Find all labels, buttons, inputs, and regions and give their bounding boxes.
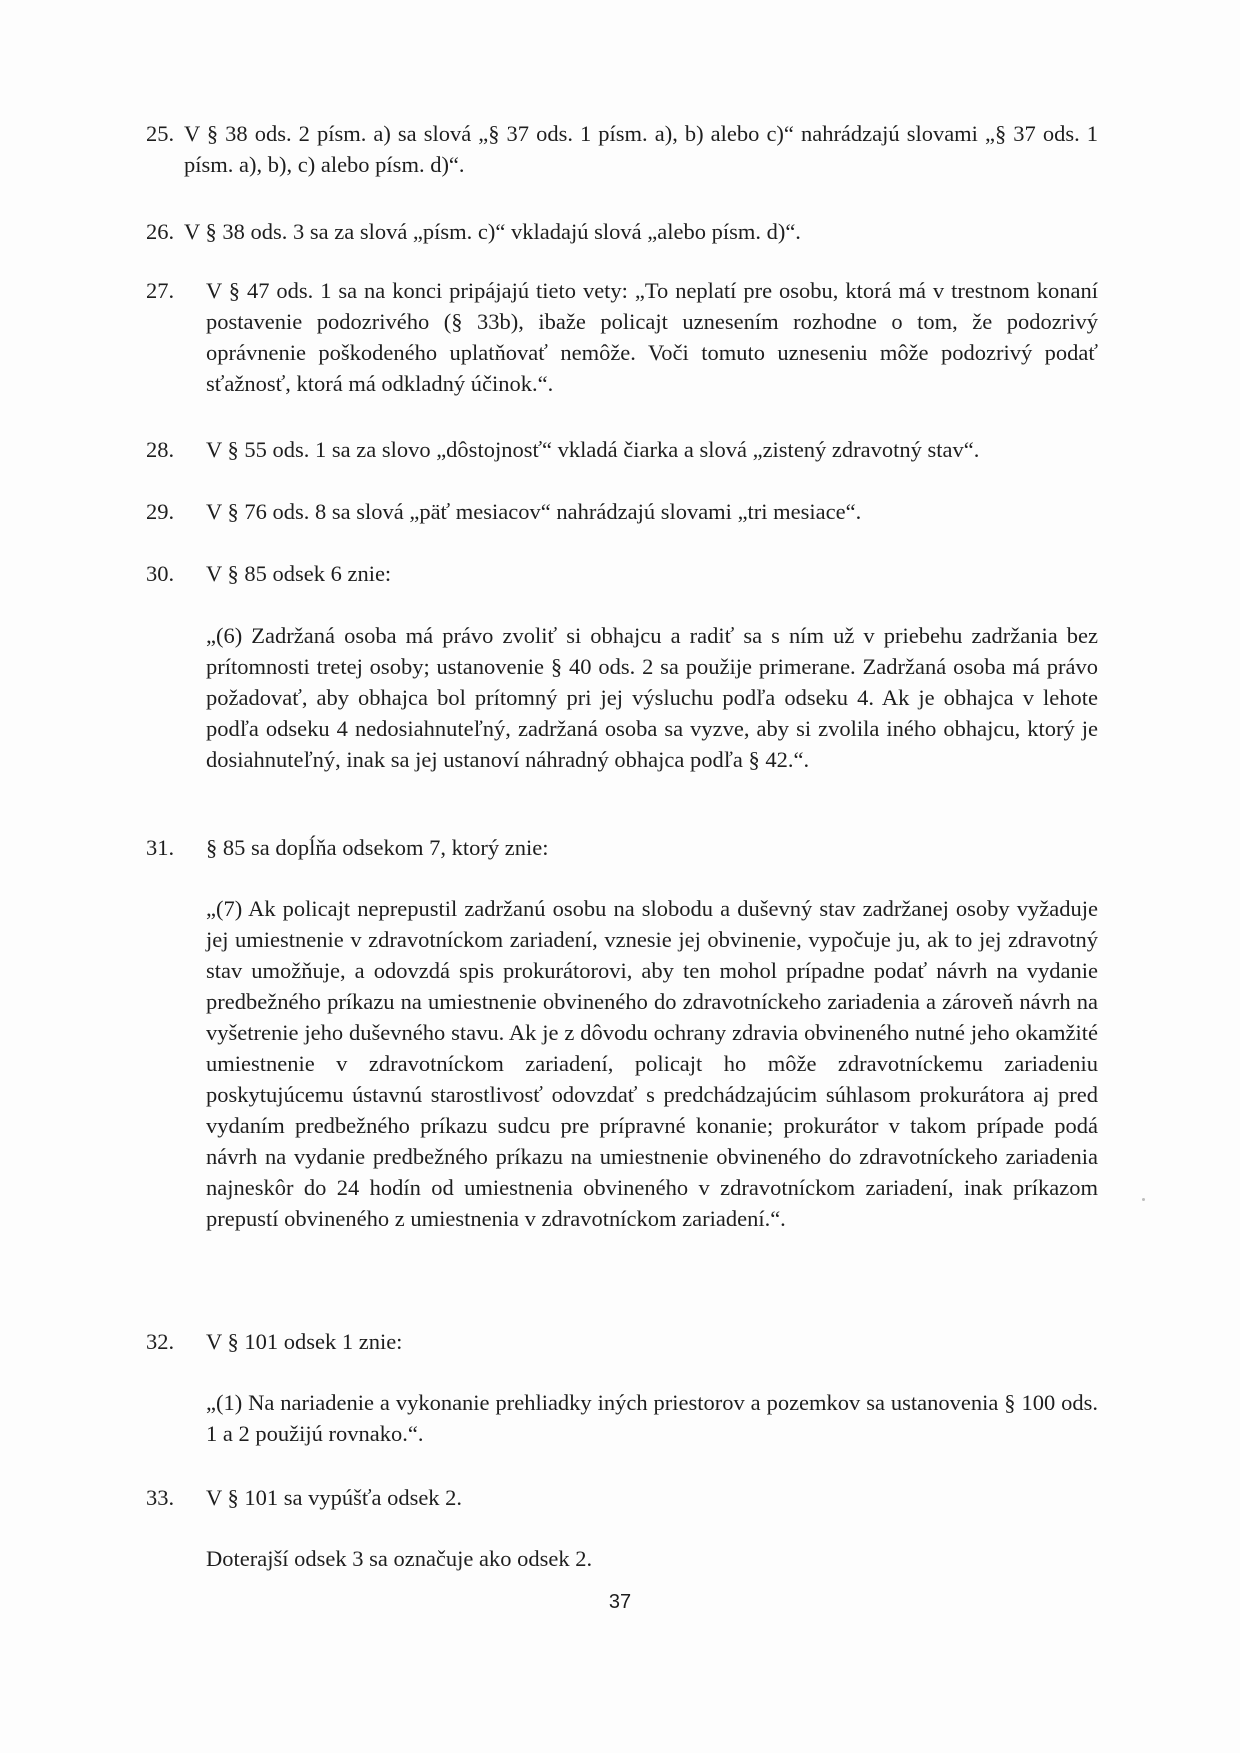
item-number: 32. (146, 1329, 175, 1354)
item-number: 30. (146, 561, 175, 586)
amendment-item-27 (146, 275, 1098, 399)
item-text: § 85 sa dopĺňa odsekom 7, ktorý znie: (206, 835, 549, 860)
amendment-item-31 (146, 832, 1098, 863)
item-number: 25. (146, 121, 175, 146)
amendment-item-28 (146, 434, 1098, 465)
item-text: V § 76 ods. 8 sa slová „päť mesiacov“ nahrádzajú slovami „tri mesiace“. (206, 499, 862, 524)
page-number: 37 (608, 1591, 632, 1613)
item-text: V § 47 ods. 1 sa na konci pripájajú tieto vety: „To neplatí pre osobu, ktorá má v trestnom konaní postavenie podozrivého (§ 33b), ibaže policajt uznesením rozhodne o tom, že podozrivý oprávnenie poškodeného uplatňovať nemôže. Voči tomuto uzneseniu môže podozrivý podať sťažnosť, ktorá má odkladný účinok.“. (206, 278, 1098, 396)
amendment-item-25 (146, 118, 1098, 180)
item-number: 31. (146, 835, 175, 860)
item-text: V § 38 ods. 2 písm. a) sa slová „§ 37 ods. 1 písm. a), b) alebo c)“ nahrádzajú slovami „§ 37 ods. 1 písm. a), b), c) alebo písm. d)“. (184, 121, 1098, 177)
item-number: 29. (146, 499, 175, 524)
quoted-provision-6: „(6) Zadržaná osoba má právo zvoliť si obhajcu a radiť sa s ním už v priebehu zadržania bez prítomnosti tretej osoby; ustanovenie § 40 ods. 2 sa použije primerane. Zadržaná osoba má právo požadovať, aby obhajca bol prítomný pri jej výsluchu podľa odseku 4. Ak je obhajca v lehote podľa odseku 4 nedosiahnuteľný, zadržaná osoba sa vyzve, aby si zvolila iného obhajcu, ktorý je dosiahnuteľný, inak sa jej ustanoví náhradný obhajca podľa § 42.“. (206, 623, 1098, 772)
renumbering-note: Doterajší odsek 3 sa označuje ako odsek 2. (206, 1546, 593, 1571)
item-text: V § 101 odsek 1 znie: (206, 1329, 403, 1354)
item-number: 33. (146, 1485, 175, 1510)
item-text: V § 101 sa vypúšťa odsek 2. (206, 1485, 463, 1510)
item-number: 28. (146, 437, 175, 462)
amendment-item-29 (146, 496, 1098, 527)
quoted-provision-7: „(7) Ak policajt neprepustil zadržanú osobu na slobodu a duševný stav zadržanej osoby vyžaduje jej umiestnenie v zdravotníckom zariadení, vznesie jej obvinenie, vypočuje ju, ak to jej zdravotný stav umožňuje, a odovzdá spis prokurátorovi, aby ten mohol prípadne podať návrh na vydanie predbežného príkazu na umiestnenie obvineného do zdravotníckeho zariadenia a zároveň návrh na vyšetrenie jeho duševného stavu. Ak je z dôvodu ochrany zdravia obvineného nutné jeho okamžité umiestnenie v zdravotníckom zariadení, policajt ho môže zdravotníckemu zariadeniu poskytujúcemu ústavnú starostlivosť odovzdať s predchádzajúcim súhlasom prokurátora aj pred vydaním predbežného príkazu sudcu pre prípravné konanie; prokurátor v takom prípade podá návrh na vydanie predbežného príkazu na umiestnenie obvineného do zdravotníckeho zariadenia najneskôr do 24 hodín od umiestnenia obvineného v zdravotníckom zariadení, inak príkazom prepustí obvineného z umiestnenia v zdravotníckom zariadení.“. (206, 896, 1098, 1231)
amendment-item-33 (146, 1482, 1098, 1513)
scan-speck (1142, 1198, 1145, 1201)
item-text: V § 38 ods. 3 sa za slová „písm. c)“ vkladajú slová „alebo písm. d)“. (184, 219, 801, 244)
item-text: V § 85 odsek 6 znie: (206, 561, 392, 586)
item-number: 26. (146, 219, 175, 244)
amendment-item-30 (146, 558, 1098, 589)
quoted-provision-1: „(1) Na nariadenie a vykonanie prehliadky iných priestorov a pozemkov sa ustanovenia § 100 ods. 1 a 2 použijú rovnako.“. (206, 1390, 1098, 1446)
item-number: 27. (146, 278, 175, 303)
item-text: V § 55 ods. 1 sa za slovo „dôstojnosť“ vkladá čiarka a slová „zistený zdravotný stav“. (206, 437, 980, 462)
amendment-item-32 (146, 1326, 1098, 1357)
amendment-item-26 (146, 216, 1098, 247)
